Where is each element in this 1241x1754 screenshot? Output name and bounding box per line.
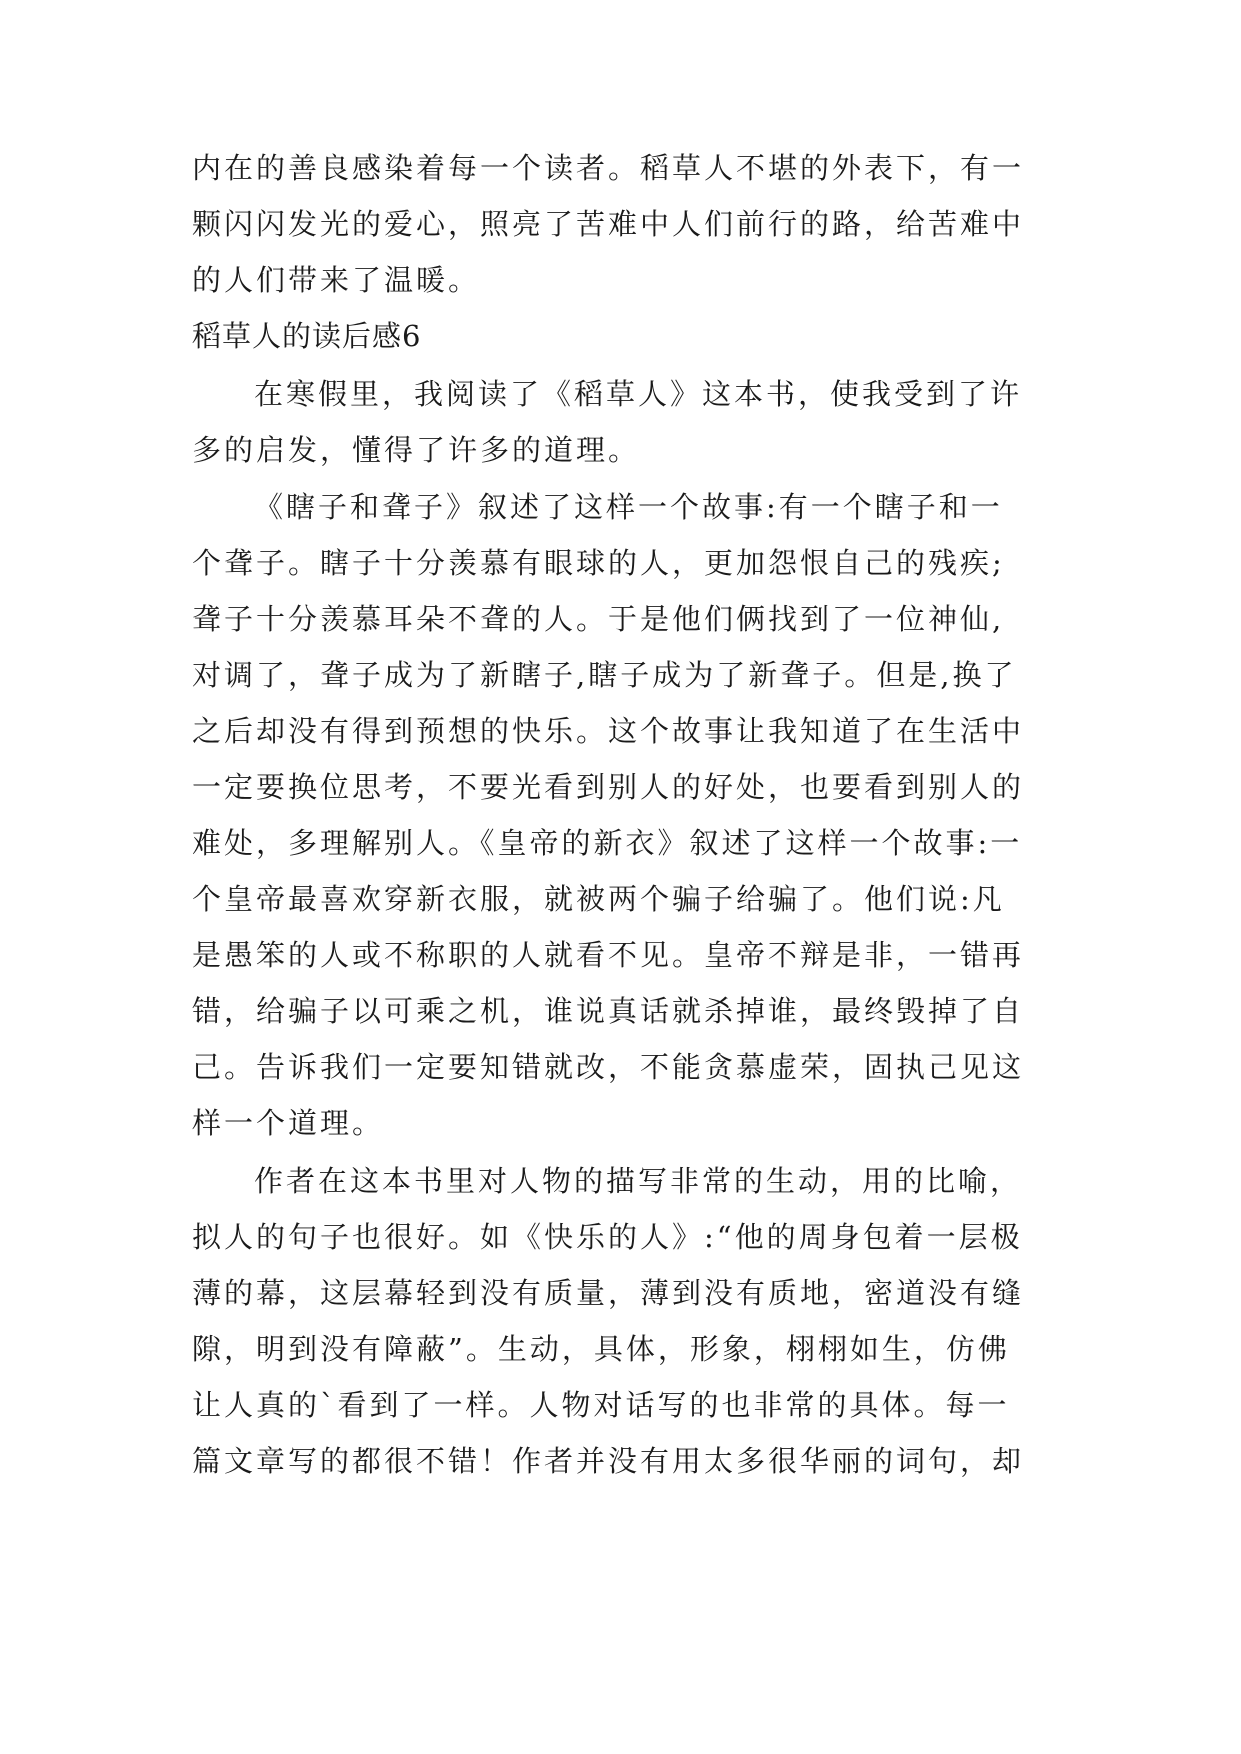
text-line: 错，给骗子以可乘之机，谁说真话就杀掉谁，最终毁掉了自	[192, 994, 1025, 1028]
text-line: 隙，明到没有障蔽”。生动，具体，形象，栩栩如生，仿佛	[192, 1332, 1010, 1366]
text-line: 颗闪闪发光的爱心，照亮了苦难中人们前行的路，给苦难中	[192, 207, 1025, 241]
text-line: 聋子十分羡慕耳朵不聋的人。于是他们俩找到了一位神仙,	[192, 602, 1005, 636]
text-line: 是愚笨的人或不称职的人就看不见。皇帝不辩是非，一错再	[192, 938, 1025, 972]
paragraph-first-line: 《瞎子和聋子》叙述了这样一个故事:有一个瞎子和一	[254, 490, 1003, 524]
text-line: 让人真的`看到了一样。人物对话写的也非常的具体。每一	[192, 1388, 1010, 1422]
paragraph-first-line: 作者在这本书里对人物的描写非常的生动，用的比喻，	[254, 1164, 1023, 1198]
text-line: 薄的幕，这层幕轻到没有质量，薄到没有质地，密道没有缝	[192, 1276, 1025, 1310]
text-line: 难处，多理解别人。《皇帝的新衣》叙述了这样一个故事:一	[192, 826, 1023, 860]
text-line: 个皇帝最喜欢穿新衣服，就被两个骗子给骗了。他们说:凡	[192, 882, 1005, 916]
text-line: 拟人的句子也很好。如《快乐的人》:“他的周身包着一层极	[192, 1220, 1023, 1254]
text-line: 样一个道理。	[192, 1106, 385, 1140]
section-heading: 稻草人的读后感6	[192, 319, 422, 353]
text-line: 内在的善良感染着每一个读者。稻草人不堪的外表下，有一	[192, 151, 1025, 185]
text-line: 之后却没有得到预想的快乐。这个故事让我知道了在生活中	[192, 714, 1025, 748]
text-line: 篇文章写的都很不错！作者并没有用太多很华丽的词句，却	[192, 1444, 1025, 1478]
text-line: 对调了，聋子成为了新瞎子,瞎子成为了新聋子。但是,换了	[192, 658, 1017, 692]
text-line: 多的启发，懂得了许多的道理。	[192, 433, 641, 467]
text-line: 的人们带来了温暖。	[192, 263, 481, 297]
text-line: 个聋子。瞎子十分羡慕有眼球的人，更加怨恨自己的残疾;	[192, 546, 1005, 580]
text-line: 己。告诉我们一定要知错就改，不能贪慕虚荣，固执己见这	[192, 1050, 1025, 1084]
text-line: 一定要换位思考，不要光看到别人的好处，也要看到别人的	[192, 770, 1025, 804]
paragraph-first-line: 在寒假里，我阅读了《稻草人》这本书，使我受到了许	[254, 377, 1023, 411]
